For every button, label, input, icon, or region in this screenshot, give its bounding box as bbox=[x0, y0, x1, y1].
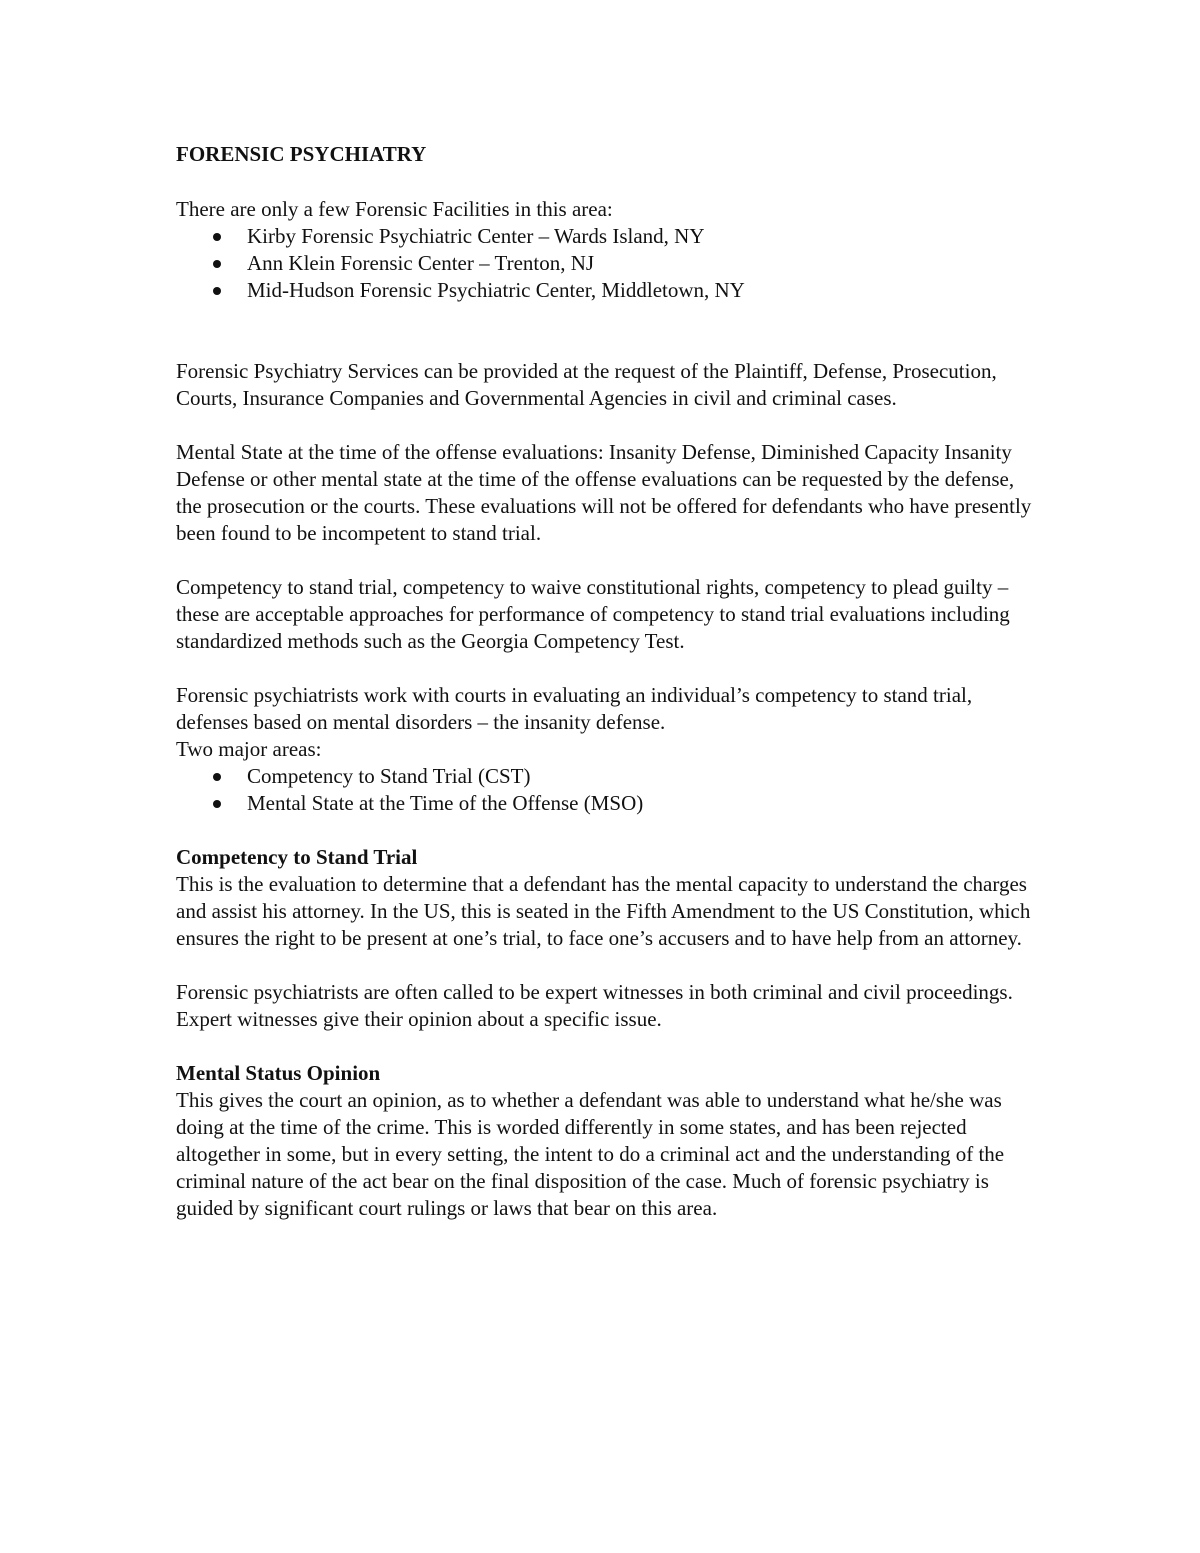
list-item bbox=[176, 223, 1036, 250]
list-item-text: Competency to Stand Trial (CST) bbox=[247, 764, 531, 788]
document-title: FORENSIC PSYCHIATRY bbox=[176, 142, 427, 166]
list-item-text: Ann Klein Forensic Center – Trenton, NJ bbox=[247, 251, 595, 275]
list-item-text: Mid-Hudson Forensic Psychiatric Center, Middletown, NY bbox=[247, 278, 745, 302]
bullet-icon bbox=[213, 287, 221, 295]
major-areas-label: Two major areas: bbox=[176, 737, 322, 761]
major-areas-list bbox=[176, 763, 1036, 817]
expert-paragraph: Forensic psychiatrists are often called to be expert witnesses in both criminal and civil proceedings. Expert witnesses give their opinion about a specific issue. bbox=[176, 980, 1013, 1031]
list-item bbox=[176, 277, 1036, 304]
bullet-icon bbox=[213, 233, 221, 241]
mental-state-paragraph: Mental State at the time of the offense evaluations: Insanity Defense, Diminished Capacity Insanity Defense or other mental state at the time of the offense evaluations can be requested by the defense, the prosecution or the courts. These evaluations will not be offered for defendants who have presently been found to be incompetent to stand trial. bbox=[176, 440, 1032, 545]
mso-heading: Mental Status Opinion bbox=[176, 1061, 381, 1085]
facilities-list bbox=[176, 223, 1036, 304]
psychiatrists-paragraph: Forensic psychiatrists work with courts in evaluating an individual’s competency to stand trial, defenses based on mental disorders – the insanity defense. bbox=[176, 683, 973, 734]
services-paragraph: Forensic Psychiatry Services can be provided at the request of the Plaintiff, Defense, Prosecution, Courts, Insurance Companies and Governmental Agencies in civil and criminal cases. bbox=[176, 359, 997, 410]
bullet-icon bbox=[213, 773, 221, 781]
bullet-icon bbox=[213, 260, 221, 268]
intro-text: There are only a few Forensic Facilities in this area: bbox=[176, 197, 613, 221]
cst-body: This is the evaluation to determine that a defendant has the mental capacity to understand the charges and assist his attorney. In the US, this is seated in the Fifth Amendment to the US Constitution, which ensures the right to be present at one’s trial, to face one’s accusers and to have help from an attorney. bbox=[176, 872, 1031, 950]
document-page bbox=[176, 141, 1036, 1222]
list-item bbox=[176, 790, 1036, 817]
list-item bbox=[176, 250, 1036, 277]
competency-paragraph: Competency to stand trial, competency to waive constitutional rights, competency to plead guilty – these are acceptable approaches for performance of competency to stand trial evaluations including standardized methods such as the Georgia Competency Test. bbox=[176, 575, 1010, 653]
mso-body: This gives the court an opinion, as to whether a defendant was able to understand what he/she was doing at the time of the crime. This is worded differently in some states, and has been rejected altogether in some, but in every setting, the intent to do a criminal act and the understanding of the criminal nature of the act bear on the final disposition of the case. Much of forensic psychiatry is guided by significant court rulings or laws that bear on this area. bbox=[176, 1088, 1005, 1220]
list-item-text: Mental State at the Time of the Offense (MSO) bbox=[247, 791, 644, 815]
list-item-text: Kirby Forensic Psychiatric Center – Wards Island, NY bbox=[247, 224, 705, 248]
cst-heading: Competency to Stand Trial bbox=[176, 845, 418, 869]
bullet-icon bbox=[213, 800, 221, 808]
list-item bbox=[176, 763, 1036, 790]
